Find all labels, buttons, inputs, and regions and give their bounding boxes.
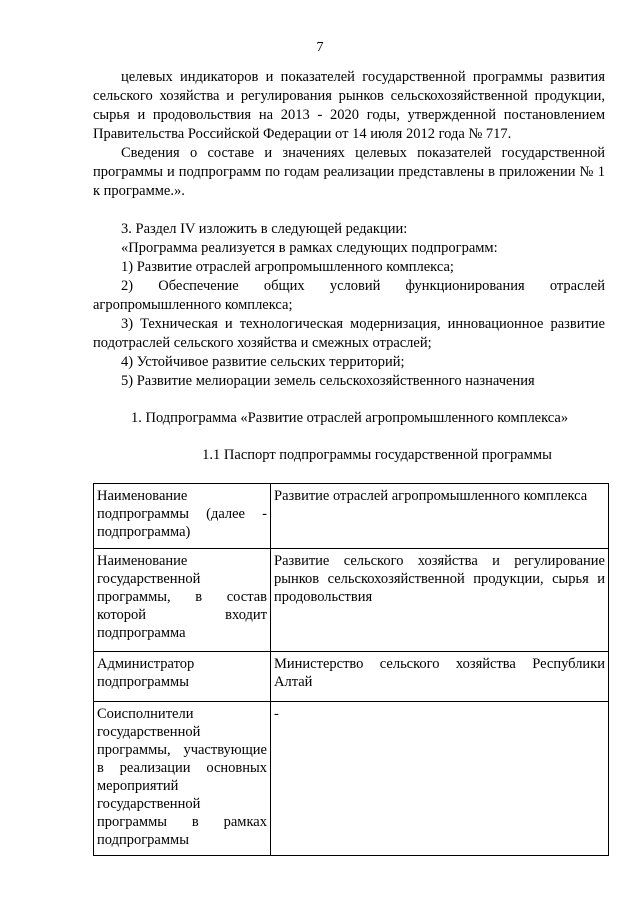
list-item-subprogram-1: 1) Развитие отраслей агропромышленного комплекса;	[121, 259, 454, 275]
passport-heading: 1.1 Паспорт подпрограммы государственной программы	[202, 447, 552, 463]
table-row	[94, 549, 609, 652]
table-row	[94, 702, 609, 856]
list-item-subprogram-4: 4) Устойчивое развитие сельских территорий;	[121, 354, 405, 370]
document-body	[93, 68, 605, 856]
table-cell-value: Министерство сельского хозяйства Республики Алтай	[271, 652, 609, 702]
table-cell-label: Наименование подпрограммы (далее - подпрограмма)	[94, 484, 271, 549]
subprogram-heading: 1. Подпрограмма «Развитие отраслей агропромышленного комплекса»	[131, 410, 569, 426]
paragraph-subprograms-intro: «Программа реализуется в рамках следующих подпрограмм:	[121, 240, 498, 256]
paragraph-indicators-info: Сведения о составе и значениях целевых показателей государственной программы и подпрограмм по годам реализации представлены в приложении № 1 к программе.».	[93, 145, 605, 199]
table-cell-value: Развитие сельского хозяйства и регулирование рынков сельскохозяйственной продукции, сырья и продовольствия	[271, 549, 609, 652]
table-cell-label: Администратор подпрограммы	[94, 652, 271, 702]
list-item-subprogram-2: 2) Обеспечение общих условий функционирования отраслей агропромышленного комплекса;	[93, 278, 605, 313]
paragraph-section-iv: 3. Раздел IV изложить в следующей редакции:	[121, 221, 408, 237]
list-item-subprogram-3: 3) Техническая и технологическая модернизация, инновационное развитие подотраслей сельского хозяйства и смежных отраслей;	[93, 316, 605, 351]
paragraph-indicators: целевых индикаторов и показателей государственной программы развития сельского хозяйства и регулирования рынков сельскохозяйственной продукции, сырья и продовольствия на 2013 - 2020 годы, утвержденной постановлением Правительства Российской Федерации от 14 июля 2012 года № 717.	[93, 69, 605, 142]
page-number: 7	[316, 40, 324, 55]
table-row	[94, 652, 609, 702]
list-item-subprogram-5: 5) Развитие мелиорации земель сельскохозяйственного назначения	[121, 373, 535, 389]
table-cell-value: Развитие отраслей агропромышленного комплекса	[271, 484, 609, 549]
table-cell-label: Соисполнители государственной программы, участвующие в реализации основных мероприятий государственной программы в рамках подпрограммы	[94, 702, 271, 856]
table-cell-label: Наименование государственной программы, в состав которой входит подпрограмма	[94, 549, 271, 652]
table-row	[94, 484, 609, 549]
passport-table	[93, 483, 609, 856]
table-cell-value: -	[271, 702, 609, 856]
